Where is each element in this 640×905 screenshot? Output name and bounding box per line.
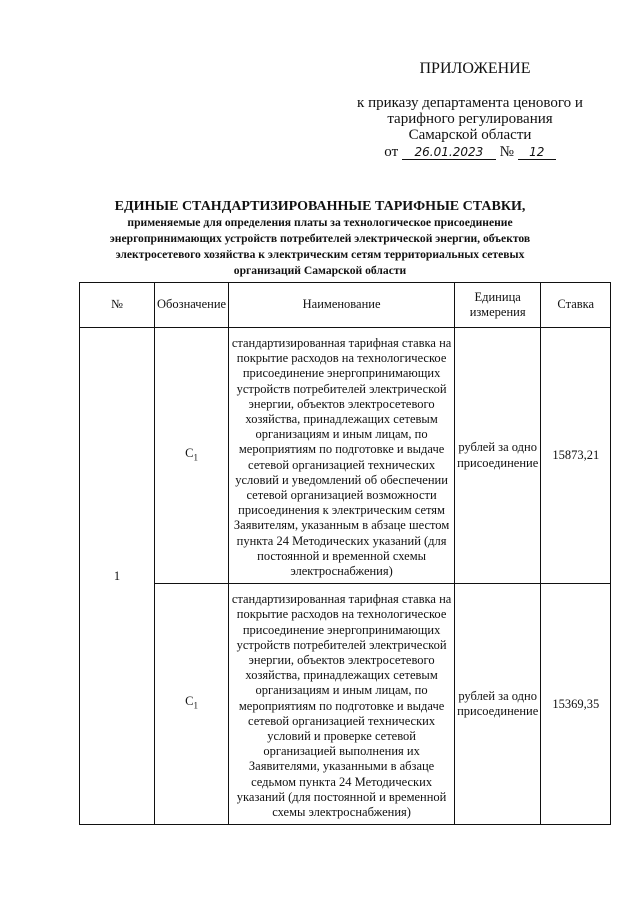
unit-cell: рублей за одно присоединение [455,328,541,584]
heading-sub-2: энергопринимающих устройств потребителей электрической энергии, объектов [109,232,531,245]
unit-cell: рублей за одно присоединение [455,584,541,825]
number-prefix: № [499,144,514,160]
heading-sub-1: применяемые для определения платы за технологическое присоединение [127,216,513,229]
appendix-line-2: тарифного регулирования [387,111,553,127]
header-rate: Ставка [541,283,611,328]
appendix-line-3: Самарской области [408,127,532,143]
header-unit: Единица измерения [455,283,541,328]
header-designation: Обозначение [155,283,229,328]
order-date-line [300,143,640,161]
table-row [80,328,611,584]
appendix-line-1: к приказу департамента ценового и [357,95,583,111]
order-number-handwritten: 12 [518,145,556,160]
heading-sub-4: организаций Самарской области [233,264,407,277]
group-number-cell: 1 [80,328,155,825]
rate-cell: 15369,35 [541,584,611,825]
appendix-block [300,60,640,161]
table-header-row [80,283,611,328]
appendix-title: ПРИЛОЖЕНИЕ [419,60,531,77]
name-cell: стандартизированная тарифная ставка на покрытие расходов на технологическое присоединение энергопринимающих устройств потребителей электрической энергии, объектов электросетевого хозяйства, принадлежащих сетевым организациям и иным лицам, по мероприятиям по подготовке и выдаче сетевой организацией технических условий и проверке сетевой организацией выполнения их Заявителями, указанными в абзаце седьмом пункта 24 Методических указаний (для постоянной и временной схемы электроснабжения) [229,584,455,825]
heading-sub-3: электросетевого хозяйства к электрическим сетям территориальных сетевых [115,248,525,261]
document-heading [60,198,580,279]
rates-table [79,282,611,825]
order-date-handwritten: 26.01.2023 [402,145,496,160]
rate-cell: 15873,21 [541,328,611,584]
heading-main: ЕДИНЫЕ СТАНДАРТИЗИРОВАННЫЕ ТАРИФНЫЕ СТАВКИ, [114,199,526,214]
header-name: Наименование [229,283,455,328]
designation-cell: $C_1$ [155,584,229,825]
designation-cell: $C_1$ [155,328,229,584]
header-number: № [80,283,155,328]
table-row [80,584,611,825]
date-prefix: от [384,144,399,160]
name-cell: стандартизированная тарифная ставка на покрытие расходов на технологическое присоединение энергопринимающих устройств потребителей электрической энергии, объектов электросетевого хозяйства, принадлежащих сетевым организациям и иным лицам, по мероприятиям по подготовке и выдаче сетевой организацией технических условий и уведомлений об обеспечении сетевой организацией возможности присоединения к электрическим сетям Заявителям, указанным в абзаце шестом пункта 24 Методических указаний (для постоянной и временной схемы электроснабжения) [229,328,455,584]
